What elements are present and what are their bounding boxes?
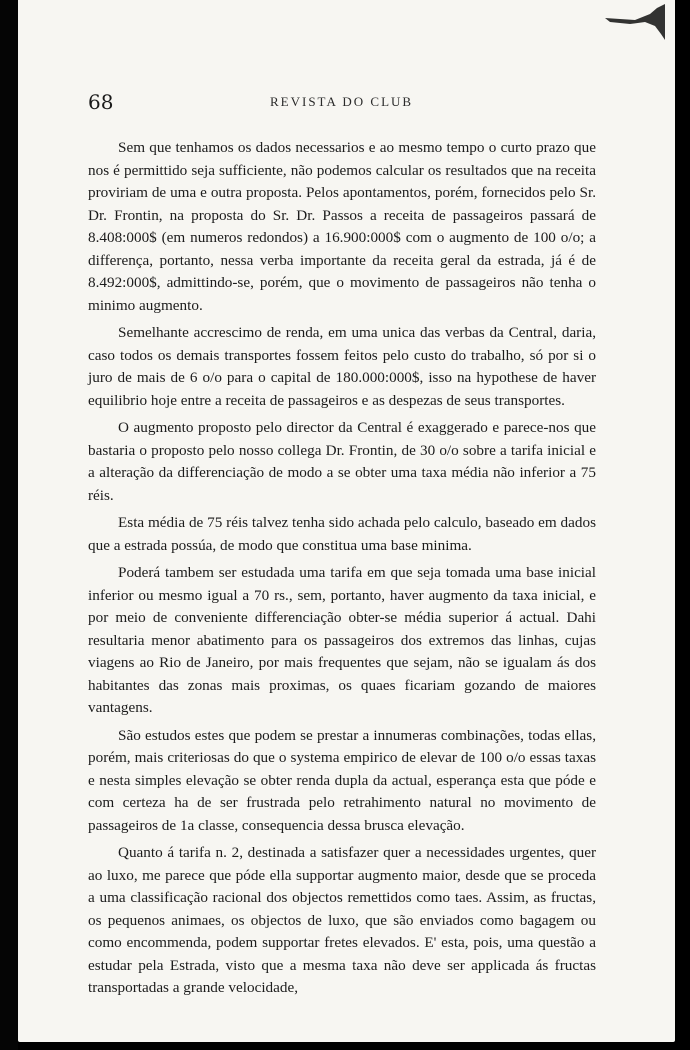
paragraph: Quanto á tarifa n. 2, destinada a satisfazer quer a necessidades urgentes, quer ao luxo, me parece que póde ella supportar augmento maior, desde que se proceda a uma classificação racional dos objectos remettidos como taes. Assim, as fructas, os pequenos animaes, os objectos de luxo, que são enviados como bagagem ou como encommenda, podem supportar fretes elevados. E' esta, pois, uma questão a estudar pela Estrada, visto que a mesma taxa não deve ser applicada ás fructas transportadas a grande velocidade, <box>88 844 596 996</box>
paragraph: Sem que tenhamos os dados necessarios e ao mesmo tempo o curto prazo que nos é permittido seja sufficiente, não podemos calcular os resultados que na receita proviriam de uma e outra proposta. Pelos apontamentos, porém, fornecidos pelo Sr. Dr. Frontin, na proposta do Sr. Dr. Passos a receita de passageiros passará de 8.408:000$ (em numeros redondos) a 16.900:000$ com o augmento de 100 o/o; a differença, portanto, nessa verba importante da receita geral da estrada, já é de 8.492:000$, admittindo-se, porém, que o movimento de passageiros não tenha o minimo augmento. <box>88 139 596 314</box>
paragraph: Esta média de 75 réis talvez tenha sido achada pelo calculo, baseado em dados que a estrada possúa, de modo que constitua uma base minima. <box>88 514 596 554</box>
paragraph: Semelhante accrescimo de renda, em uma unica das verbas da Central, daria, caso todos os demais transportes fossem feitos pelo custo do trabalho, só por si o juro de mais de 6 o/o para o capital de 180.000:000$, isso na hypothese de haver equilibrio hoje entre a receita de passageiros e as despezas de seus transportes. <box>88 324 596 409</box>
page-left-edge <box>0 0 18 1050</box>
article-body <box>88 137 596 1005</box>
page-number: 68 <box>88 90 114 114</box>
running-head: REVISTA DO CLUB <box>270 94 414 109</box>
page-corner-damage <box>605 4 665 40</box>
paragraph: Poderá tambem ser estudada uma tarifa em que seja tomada uma base inicial inferior ou mesmo igual a 70 rs., sem, portanto, haver augmento da taxa inicial, e por meio de conveniente differenciação obter-se média superior á actual. Dahi resultaria menor abatimento para os passageiros dos extremos das linhas, cujas viagens ao Rio de Janeiro, por mais frequentes que sejam, não se igualam ás dos habitantes das zonas mais proximas, os quaes ficariam gozando de maiores vantagens. <box>88 564 596 716</box>
paragraph: O augmento proposto pelo director da Central é exaggerado e parece-nos que bastaria o proposto pelo nosso collega Dr. Frontin, de 30 o/o sobre a tarifa inicial e a alteração da differenciação de modo a se obter uma taxa média não inferior a 75 réis. <box>88 419 596 504</box>
paragraph: São estudos estes que podem se prestar a innumeras combinações, todas ellas, porém, mais criteriosas do que o systema empirico de elevar de 100 o/o essas taxas e nesta simples elevação se obter renda dupla da actual, esperança esta que póde e com certeza ha de ser frustrada pelo retrahimento natural no movimento de passageiros de 1a classe, consequencia dessa brusca elevação. <box>88 726 596 834</box>
